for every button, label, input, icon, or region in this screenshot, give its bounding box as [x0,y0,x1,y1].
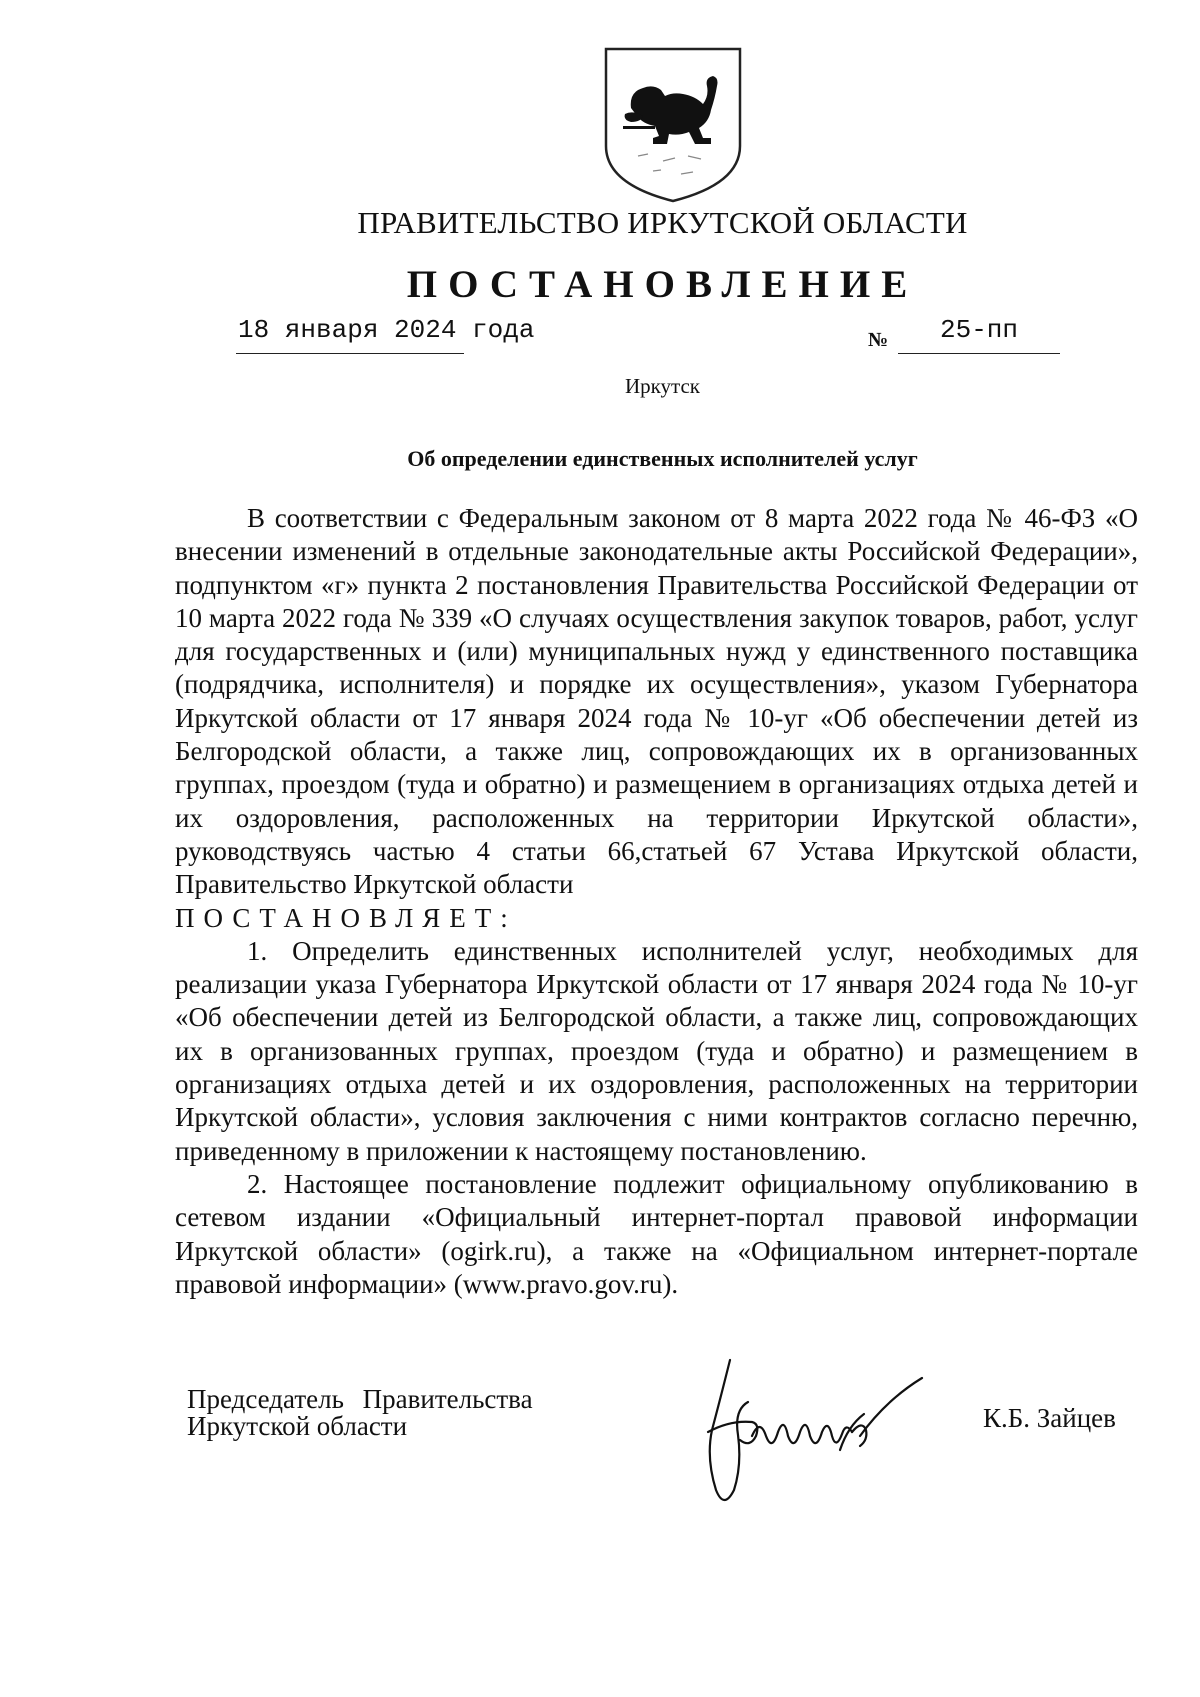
government-name: ПРАВИТЕЛЬСТВО ИРКУТСКОЙ ОБЛАСТИ [357,205,968,240]
handwritten-signature-icon [690,1340,930,1515]
signatory-position [187,1386,533,1440]
number-sign: № [868,329,889,351]
number-field [898,315,1060,354]
document-type: ПОСТАНОВЛЕНИЕ [406,263,919,306]
signatory-position-line-2: Иркутской области [187,1411,408,1441]
decree-word: ПОСТАНОВЛЯЕТ: [175,902,517,933]
document-date: 18 января 2024 года [238,315,535,345]
document-number: 25-пп [940,315,1019,345]
item-paragraph-1: 1. Определить единственных исполнителей услуг, необходимых для реализации указа Губернатора Иркутской области от 17 января 2024 года № 10-уг «Об обеспечении детей из Белгородской области, а также лиц, сопровождающих их в организованных группах, проездом (туда и обратно) и размещением в организациях отдыха детей и их оздоровления, расположенных на территории Иркутской области», условия заключения с ними контрактов согласно перечню, приведенному в приложении к настоящему постановлению. [175,935,1138,1166]
document-title: Об определении единственных исполнителей услуг [407,446,918,471]
preamble-paragraph: В соответствии с Федеральным законом от 8 марта 2022 года № 46-ФЗ «О внесении изменений в отдельные законодательные акты Российской Федерации», подпунктом «г» пункта 2 постановления Правительства Российской Федерации от 10 марта 2022 года № 339 «О случаях осуществления закупок товаров, работ, услуг для государственных и (или) муниципальных нужд у единственного поставщика (подрядчика, исполнителя) и порядке их осуществления», указом Губернатора Иркутской области от 17 января 2024 года № 10-уг «Об обеспечении детей из Белгородской области, а также лиц, сопровождающих их в организованных группах, проездом (туда и обратно) и размещением в организациях отдыха детей и их оздоровления, расположенных на территории Иркутской области», руководствуясь частью 4 статьи 66,статьей 67 Устава Иркутской области, Правительство Иркутской области [175,503,1138,900]
item-paragraph-2: 2. Настоящее постановление подлежит официальному опубликованию в сетевом издании «Официальный интернет-портал правовой информации Иркутской области» (ogirk.ru), а также на «Официальном интернет-портале правовой информации» (www.pravo.gov.ru). [175,1168,1138,1299]
signatory-name: К.Б. Зайцев [983,1403,1116,1433]
coat-of-arms-icon [603,46,743,204]
date-field [236,315,535,354]
signatory-position-line-1: Председатель Правительства [187,1384,533,1414]
document-body [175,502,1138,1301]
city-name: Иркутск [624,374,701,398]
